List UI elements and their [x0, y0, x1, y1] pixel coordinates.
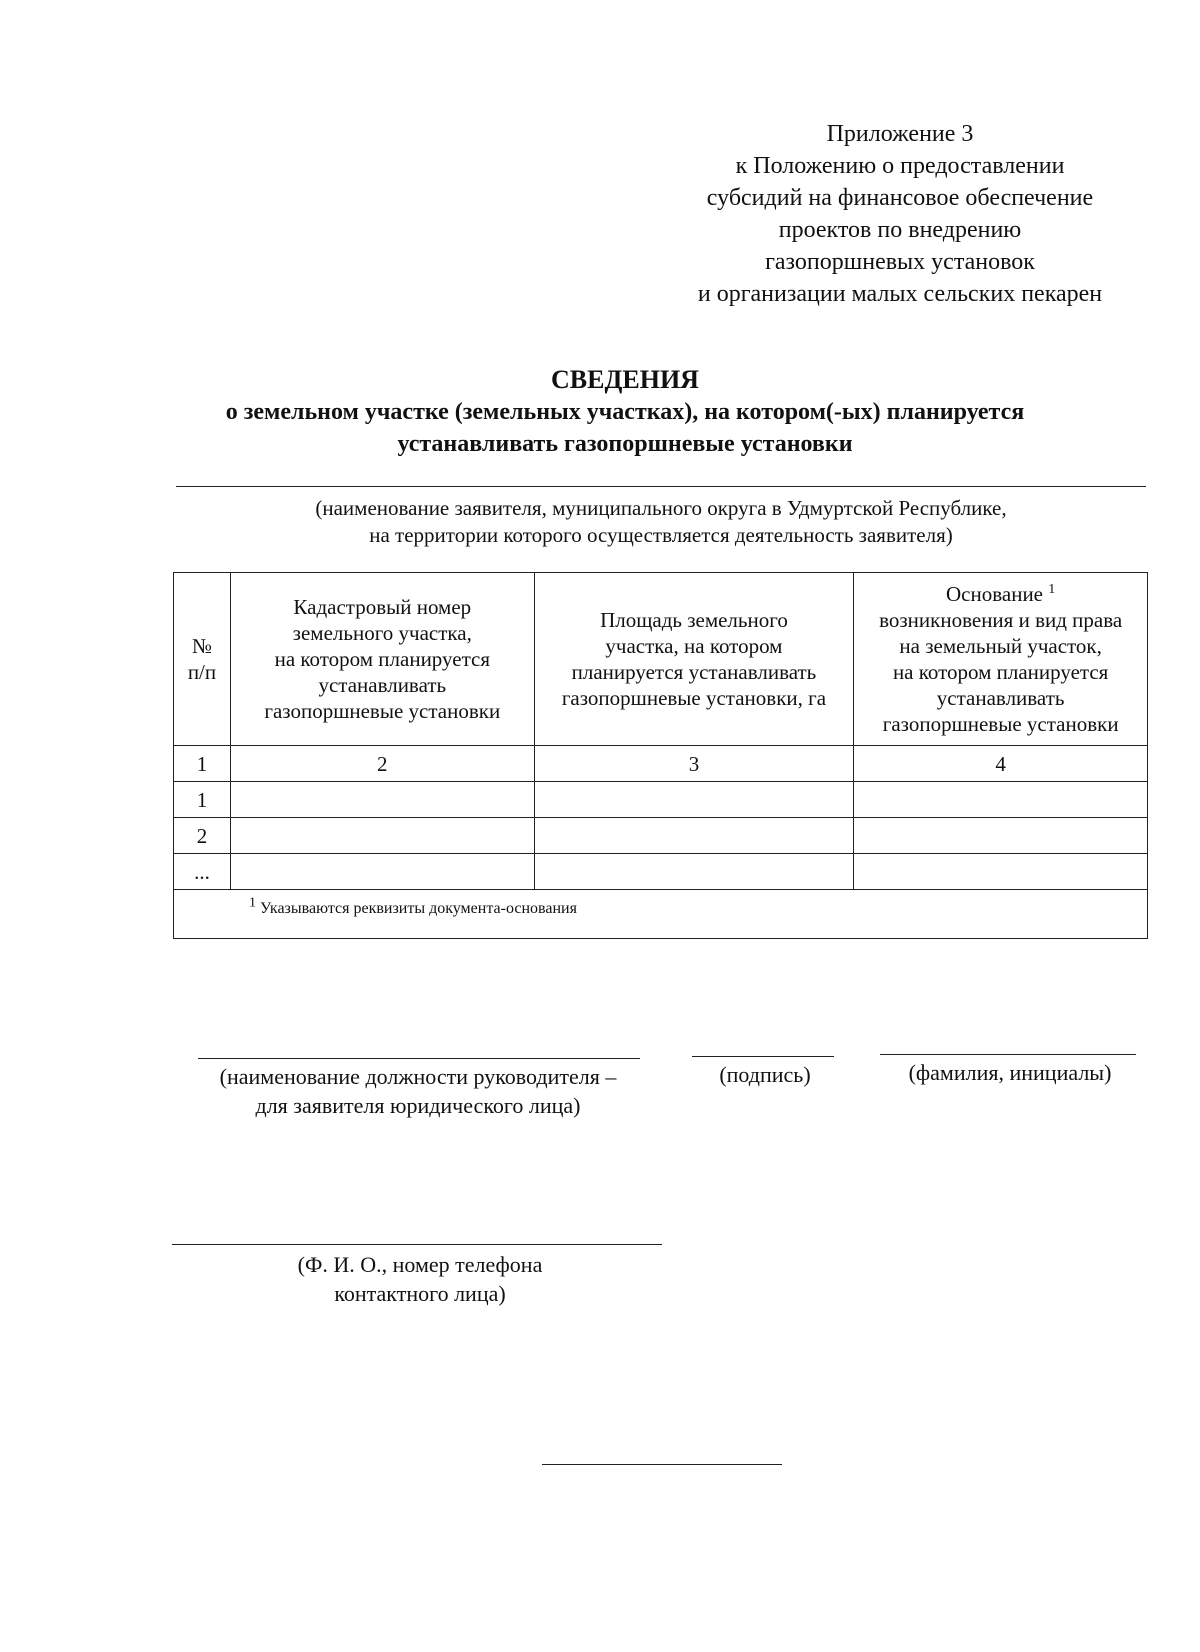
footnote-text: Указываются реквизиты документа-основания [260, 900, 577, 917]
document-subtitle [100, 396, 1150, 460]
area-cell[interactable] [534, 782, 854, 818]
header-cadastral-number: Кадастровый номер земельного участка, на котором планируется устанавливать газопоршневые установки [230, 573, 534, 746]
contact-caption [240, 1250, 600, 1308]
right-basis-cell[interactable] [854, 782, 1148, 818]
footnote-row [174, 890, 1148, 939]
column-number: 3 [534, 746, 854, 782]
subtitle-line: устанавливать газопоршневые установки [397, 431, 853, 457]
position-caption [178, 1062, 658, 1120]
caption-line: контактного лица) [334, 1281, 506, 1306]
appendix-block [640, 118, 1160, 310]
cadastral-number-cell[interactable] [230, 818, 534, 854]
table-row [174, 818, 1148, 854]
column-number: 2 [230, 746, 534, 782]
land-plot-table [173, 572, 1148, 939]
end-separator-line [542, 1464, 782, 1465]
footnote-mark: 1 [249, 895, 256, 911]
subtitle-line: о земельном участке (земельных участках), на котором(-ых) планируется [225, 399, 1025, 425]
right-basis-cell[interactable] [854, 854, 1148, 890]
caption-line: для заявителя юридического лица) [255, 1093, 581, 1118]
area-cell[interactable] [534, 818, 854, 854]
header-area: Площадь земельного участка, на котором планируется устанавливать газопоршневые установки, га [534, 573, 854, 746]
column-number-row [174, 746, 1148, 782]
appendix-line: Приложение 3 [826, 121, 974, 147]
table-header-row [174, 573, 1148, 746]
table-row [174, 854, 1148, 890]
full-name-caption: (фамилия, инициалы) [908, 1060, 1112, 1085]
document-title: СВЕДЕНИЯ [551, 365, 699, 394]
caption-line: (Ф. И. О., номер телефона [297, 1252, 543, 1277]
cadastral-number-cell[interactable] [230, 854, 534, 890]
row-number: ... [174, 854, 231, 890]
column-number: 1 [174, 746, 231, 782]
applicant-name-line[interactable] [176, 486, 1146, 487]
full-name-line[interactable] [880, 1054, 1136, 1055]
appendix-line: проектов по внедрению [778, 217, 1022, 243]
row-number: 1 [174, 782, 231, 818]
footnote-mark: 1 [1048, 582, 1056, 597]
applicant-caption [176, 495, 1146, 549]
appendix-line: к Положению о предоставлении [735, 153, 1065, 179]
right-basis-cell[interactable] [854, 818, 1148, 854]
position-line[interactable] [198, 1058, 640, 1059]
cadastral-number-cell[interactable] [230, 782, 534, 818]
header-number: № п/п [174, 573, 231, 746]
caption-line: (наименование заявителя, муниципального округа в Удмуртской Республике, [315, 496, 1007, 520]
column-number: 4 [854, 746, 1148, 782]
footnote [174, 890, 1148, 939]
appendix-line: субсидий на финансовое обеспечение [706, 185, 1094, 211]
signature-line[interactable] [692, 1056, 834, 1057]
header-right-basis: Основание $^1$ возникновения и вид права на земельный участок, на котором планируется устанавливать газопоршневые установки [854, 573, 1148, 746]
caption-line: (наименование должности руководителя – [219, 1064, 617, 1089]
appendix-line: и организации малых сельских пекарен [697, 281, 1103, 307]
caption-line: на территории которого осуществляется деятельность заявителя) [369, 523, 953, 547]
row-number: 2 [174, 818, 231, 854]
area-cell[interactable] [534, 854, 854, 890]
appendix-line: газопоршневых установок [765, 249, 1035, 275]
table-row [174, 782, 1148, 818]
contact-line[interactable] [172, 1244, 662, 1245]
signature-caption: (подпись) [719, 1062, 811, 1087]
